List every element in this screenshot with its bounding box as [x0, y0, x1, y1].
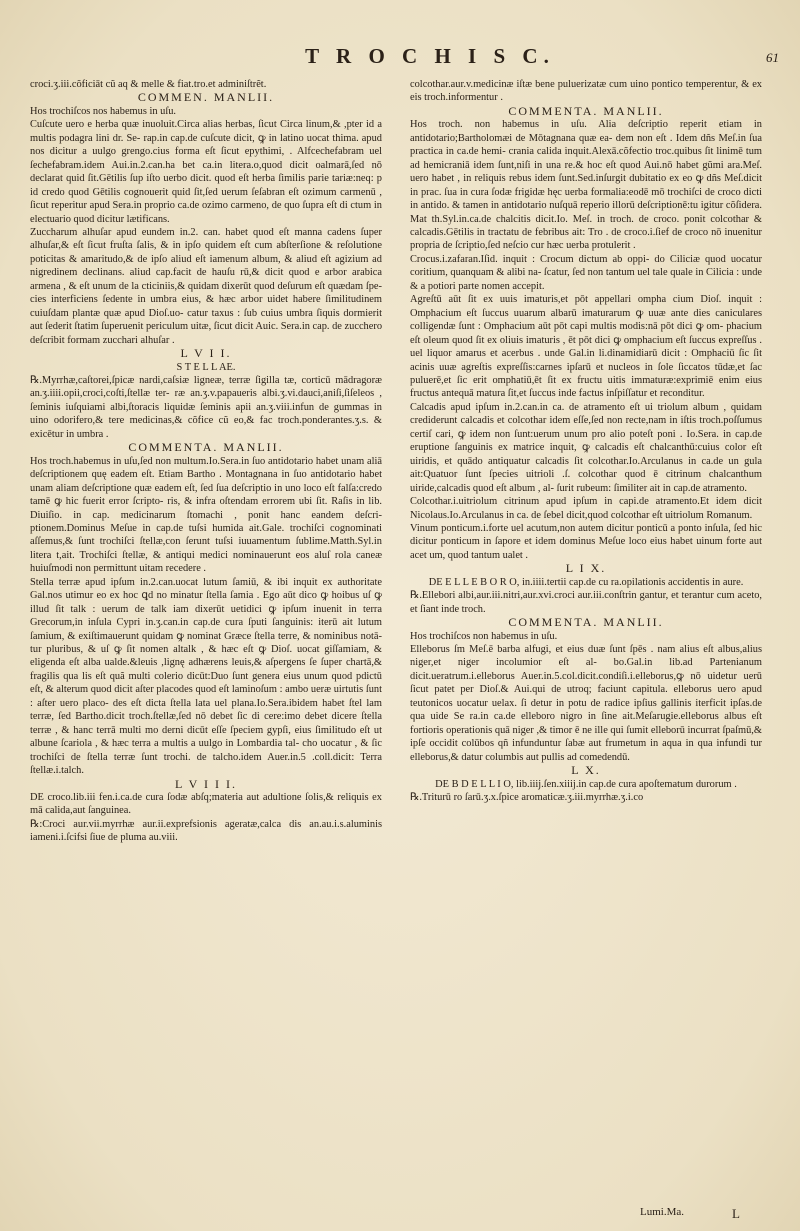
- text-paragraph: Zuccharum alhuſar apud eundem in.2. can. habet quod eſt manna cadens ſuper alhuſar,& eſt ſicut fruſta ſalis, & in ipſo quidem eſt cum abſterſione & reſolutione poticitas & amaritudo,& de ipſo aliud eſt iamenum album, & aliud eſt agizium ad nigredinem declinans. aliud cap.facit de hauſu rū,& dicit quod e arbor arabica armena , & eſt unum de la cticiniis,& quidam dixerūt quod deſurum eſt quædam ſpe- cies interficiens ſedente in umbra eius, & hæc arbor uidet habere ſimilitudinem cuiuſdam plantæ quæ apud Dioſ.uo- catur taxus : ſub cuius umbra ſiquis dormierit aut ſederit ſtatim ſuperuenit periculum uitæ, ſicut dicit Auic. Sera.in cap. de zucchero deſcribit formam zucchari alhuſar .: [30, 226, 382, 346]
- running-head: T R O C H I S C.: [305, 44, 555, 68]
- text-paragraph: Hos troch. non habemus in uſu. Alia deſcriptio reperit etiam in antidotario;Bartholomæi de Mōtagnana quæ ea- dem non eſt . Idem dñs Meſ.in ſua practica in ca.de hemi- crania calida inquit.Alexā.cõfectio troc.quibus ſit linimē tum ad hemicraniā idem ſunt,niſi in una re.& hoc eſt quod Aui.nō habet gũmi ara.Meſ. uero habet , in reliquis rebus idem ſunt.Sed.inſurgit dubitatio ex eo ꝙ dñs Meſ.dicit in prac. ſua in cura ſodæ frigidæ hęc uerba formalia:eodē mō trochiſci de croco dicti in antido. & tamen in antidotario nuſquā reperio illorū deſcriptionē:tu igitur cõſidera. Mat th.Syl.in.ca.de chalcitis dicit.Io. Meſ. in troch. de croco. ponit colcothar & calcadis.Gētilis in tractatu de febribus ait: Tro . de croco.i.ſief de croco nō inuenitur propria de ſcriptio,ſed neſcio cur hæc uerba protulerit .: [410, 119, 762, 252]
- section-heading: COMMENTA. MANLII.: [508, 103, 664, 118]
- section-heading: L V I I I.: [174, 776, 238, 791]
- text-paragraph: Cuſcute uero e herba quæ inuoluit.Circa alias herbas, ſicut Circa linum,& ,pter id a multis podagra lini dr. Se- rap.in cap.de cuſcute dicit, ꝙ in latino uocat thima. apud nos dicitur a uulgo grengo.cius forma eſt ſicut epythimi, . Alfcechefabram uel ſechefabram.idem Aui.in.2.can.ha bet ca.in litera.o,quod dicit oalmarā,ſed nō declarat quid ſit.Gētilis ſup iſto uerbo dicit. quod eſt herba ſimilis parie tariæ:neq: p id credo quod Gētilis cognouerit quid ſit,ſed uerum ſeſabran eſt ozimum carmenū , ſicut reperitur apud Sera.in proprio ca.de ozimo carmeno, de quo ſupra eſt di ctum in electuario quod dicitur lætificans.: [30, 119, 382, 225]
- text-paragraph: Agreſtū aūt ſit ex uuis imaturis,et pōt appellari ompha cium Dioſ. inquit : Omphacium eſt ſuccus uuarum albarū imaturarum ꝙ uuæ ante dies caniculares colligendæ ſunt : Omphacium aūt pōt capi multis modis:nā pōt dici ꝙ om- phacium eſt oleum quod ſit ex oliuis imaturis , ēt pōt dici ꝙ omphacium eſt ſuccus expreſſus . uel liquor amarus et acerbus . unde Gal.in li.dinamidiarū dicit : Omphaciū ſic ſit acinis uuæ agreſtis expreſſis:carnes ipſarū et nucleos in ſole ſiccatos tūdæ,et ſac puluerē,et ſic erit omphatiū,ēt ſit ex fructu uitis immaturæ:exprimiē enim eius fructus antequā matura ſit,et ſuccus inde factus inſpiſſatur et reconditur.: [410, 294, 762, 400]
- text-paragraph: croci.ʒ.iii.cõficiāt cũ aq & melle & fiat.tro.et adminiſtrẽt.: [30, 79, 267, 90]
- section-heading: COMMENTA. MANLII.: [508, 615, 664, 630]
- text-paragraph: Hos troch.habemus in uſu,ſed non multum.Io.Sera.in ſuo antidotario habet unam aliā deſcriptionem quę eadem eſt. Etiam Bartho . Montagnana in ſuo antidotario habet unam aliam deſcriptione quæ eadem eſt, ſed ſua deſcriptio in uno loco eſt falſa:credo tamē ꝙ hic fuerit error ſcripto- ris, & infra oſtendam errorem ubi ſit. Raſis in lib. Diuiſio. in cap. medicinarum ſtomachi , ponit hanc eandem deſcri- ptionem.Dominus Meſue in cap.de tuſsi humida ait.Gale. trochiſci cognominati aſſemus,& ſunt trochiſci ſtellæ,con ſerunt tuſsi iuuamentum ſublime.Matth.Syl.in litera t,ait. Trochiſci ſtellæ, & antiqui medici nominauerunt eos aluſ rola caneæ huiuſmodi non permittunt uitam recedere .: [30, 455, 382, 575]
- text-paragraph: colcothar.aur.v.medicinæ iſtæ bene puluerizatæ cum uino pontico temperentur, & ex eis troch.informentur .: [410, 79, 762, 104]
- text-paragraph: Calcadis apud ipſum in.2.can.in ca. de atramento eſt ui triolum album , quidam crediderunt calcadis et colcothar idem eſſe,ſed non recte,nam in iſtis troch.poſſumus certiſ cari, ꝙ idem non ſunt:uerum unum pro alio poteſt poni . Io.Sera. in cap.de eruptione ſanguinis ex matrice inquit, ꝙ calcadis eſt chalcanthū:cuius color eſt uiridis, et quādo antiquatur calcadis ſit colcothar.Io.Arculanus in ca.de un gula ait:Quatuor ſunt ſpecies uitrioli .ſ. colcothar quod ē citrinum chalcanthum uiride,calcadis quod eſt album , al- ſurit rubeum: ſimiliter ait in cap.de atramento.: [410, 401, 762, 494]
- section-heading: COMMENTA. MANLII.: [128, 440, 284, 455]
- section-heading: L X.: [571, 763, 601, 778]
- text-paragraph: Colcothar.i.uitriolum citrinum apud ipſum in capi.de atramento.Et idem dicit Nicolaus.Io.Arculanus in ca. de ſebel dicit,quod colcothar eſt uitriolum Romanum.: [410, 496, 762, 521]
- signature-mark: L: [732, 1206, 740, 1221]
- right-text-column: [410, 78, 762, 1208]
- section-subheading: DE B D E L L I O, lib.iiij.ſen.xiiij.in cap.de cura apoſtematum durorum .: [435, 778, 737, 790]
- text-paragraph: Vinum ponticum.i.forte uel acutum,non autem dicitur ponticū a ponto inſula, ſed hic dicitur ponticum in ſapore et idem dominus Meſue loco eius habet uinum forte aut acet um, quod tantum ualet .: [410, 522, 762, 561]
- text-paragraph: Elleborus ſm Meſ.ē barba alfugi, et eius duæ ſunt ſpēs . nam alius eſt albus,alius niger,et niger incolumior eſt al- bo.Gal.in lib.ad Partenianum dicit.ueratrum.i.elleborus Auer.in.5.col.dicit.condiſi.i.elleborus,ꝙ nō uidetur uerū ſicut patet per Dioſ.& Aui.qui de utroq; faciunt capitula. elleborus uero apud teutonicos uocatur uelax. ſi detur in potu de radice ipſius gallinis iterficit ipſas.de qua uide Se ra.in ca.de elleboro nigro in ſine ait.Meſarugie.elleborus albus eſt fortioris operationis quā niger ,& timor ē ne ille qui ſumit elleborū incurrat ſpaſmū,& ipſe occidit colūbos qñ infunduntur ſabæ aut frumetum in aqua in qua infundi tur elleborus,& datur columbis aut pullis ad comedendū.: [410, 644, 762, 763]
- catchword: Lumi.Ma.: [640, 1206, 684, 1218]
- text-paragraph: DE croco.lib.iii fen.i.ca.de cura ſodæ abſq;materia aut adultione ſolis,& reliquis ex mā calida,aut ſanguinea.: [30, 792, 382, 817]
- text-paragraph: Hos trochiſcos non habemus in uſu.: [410, 630, 558, 642]
- section-subheading: S T E L L AE.: [176, 361, 236, 373]
- text-paragraph: ℞.Myrrhæ,caſtorei,ſpicæ nardi,caſsiæ ligneæ, terræ ſigilla tæ, corticū mādragoræ an.ʒ.iiii.opii,croci,coſti,ſtellæ ter- ræ an.ʒ.v.papaueris albi.ʒ.vi.dauci,aniſi,ſiſeleos , ſeminis iuſquiami albi,ſtoracis liquidæ ſeminis apii an.ʒ.viii.infun de gummas in uino odorifero,& tere medicinas,& cõfice cũ eo,& fac troch.ponderantes.ʒ.s. & exicētur in umbra .: [30, 374, 382, 440]
- text-paragraph: ℞.Ellebori albi,aur.iii.nitri,aur.xvi.croci aur.iii.conſtrin gantur, et terantur cum aceto, et ſiant inde troch.: [410, 590, 762, 615]
- text-paragraph: ℞.Triturū ro ſarū.ʒ.x.ſpice aromaticæ.ʒ.iii.myrrhæ.ʒ.i.co: [410, 792, 644, 804]
- text-paragraph: Stella terræ apud ipſum in.2.can.uocat lutum ſamiū, & ibi inquit ex authoritate Gal.nos utimur eo ex hoc ꝗd no minatur ſtella ſamia . Ego aūt dico ꝙ hoibus uſ ꝙ illud ſit talk : uerum de talk iam dixerūt uetidici ꝙ ipſum inuenit in terra Grecorum,in inſula Cypri in.ʒ.can.in cap.de cura ſputi ſanguinis: iterū ait lutum ſamium, & exiſtimauerunt quidam ꝙ nominat Græce ſtella terre, & nominibus notā- tur pluribus, & uſ ꝙ ſit nomen altalk , & hæc eſt ꝙ Dioſ. uocat giſſamiam, & eligenda eſt alba ualde.&leuis ,lignę adhærens leuis,& aſpergens ſe ſuper chartā,& fragilis qua lis eſt quã multi colerio dicūt:Duo ſunt genera eius unum quod pdictū eſt, & alterum quod dicit aſter placodes quod eſt laminoſum : ambo ueræ uirtutis ſunt : aſter uero placo- des eſt dicta ſtella lata uel plana.Io.Sera.ibidem habet ſtel lam terræ, ſed Bartho.dicit troch.ſtellæ,ſed nō debet ſic di cere:imo debet dicere ſtella terræ , & hanc terrā multi mo derni dicūt eſſe ſpeciem gypſi, eius ſimilitudo eſt ut albune ſcariola , & hæc terra a multis a uulgo in Lombardia tal- cho uocatur , & ſic trochiſci de ſtella terræ ſunt trochi. de talcho.idem Auer.in.5 .coll.dicit: Terra ſtellæ.i.talch.: [30, 576, 382, 777]
- left-text-column: [30, 78, 382, 1208]
- section-heading: L I X.: [565, 561, 607, 576]
- text-paragraph: Hos trochiſcos nos habemus in uſu.: [30, 105, 177, 117]
- section-heading: L V I I.: [180, 346, 232, 361]
- folio-number: 61: [766, 50, 779, 65]
- section-subheading: DE E L L E B O R O, in.iiii.tertii cap.de cu ra.opilationis accidentis in aure.: [428, 576, 744, 588]
- text-paragraph: ℞:Croci aur.vii.myrrhæ aur.ii.exprefsionis ageratæ,calca dis an.au.i.s.aluminis iameni.i.ſcifsi ſiue de pluma au.viii.: [30, 818, 382, 844]
- text-paragraph: Crocus.i.zafaran.Iſid. inquit : Crocum dictum ab oppi- do Ciliciæ quod uocatur coritium, quanquam & alibi na- ſcatur, ſed non tantum uel tale quale in Cilicia : unde & a potiori parte nomen accepit.: [410, 253, 762, 292]
- section-heading: COMMEN. MANLII.: [137, 90, 275, 105]
